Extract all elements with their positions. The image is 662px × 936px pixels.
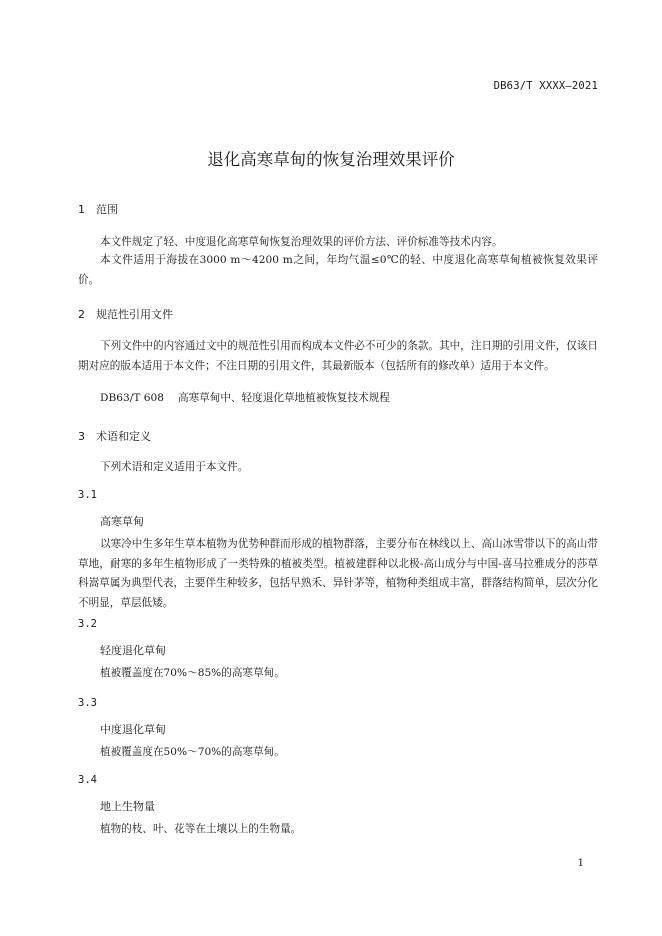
reference-title: 高寒草甸中、轻度退化草地植被恢复技术规程 <box>177 392 390 404</box>
term-3-1-definition: 以寒冷中生多年生草本植物为优势种群而形成的植物群落，主要分布在林线以上、高山冰雪带以下的高山带草地，耐寒的多年生植物形成了一类特殊的植被类型。植被建群种以北极-高山成分与中国-喜马拉雅成分的莎草科嵩草属为典型代表，主要伴生种较多，包括早熟禾、异针茅等，植物种类组成丰富，群落结构简单，层次分化不明显，草层低矮。 <box>78 538 598 609</box>
section-1-heading <box>78 201 118 217</box>
term-3-2-name: 轻度退化草甸 <box>100 644 166 657</box>
term-3-1-name: 高寒草甸 <box>100 515 144 528</box>
section-3-title: 术语和定义 <box>96 430 151 443</box>
document-title: 退化高寒草甸的恢复治理效果评价 <box>207 150 455 169</box>
document-code-header: DB63/T XXXX—2021 <box>493 80 598 92</box>
section-3-heading <box>78 428 151 444</box>
section-3-number: 3 <box>78 430 85 443</box>
section-2-number: 2 <box>78 308 85 321</box>
scope-paragraph-2: 本文件适用于海拔在3000 m～4200 m之间，年均气温≤0℃的轻、中度退化高寒草甸植被恢复效果评价。 <box>78 254 598 286</box>
reference-code: DB63/T 608 <box>100 392 164 404</box>
page-number: 1 <box>577 858 584 869</box>
term-3-3-definition: 植被覆盖度在50%～70%的高寒草甸。 <box>100 746 285 758</box>
term-3-2-definition: 植被覆盖度在70%～85%的高寒草甸。 <box>100 667 285 679</box>
term-3-4-name: 地上生物量 <box>100 800 155 813</box>
term-3-4-number: 3.4 <box>78 774 97 786</box>
section-2-title: 规范性引用文件 <box>96 308 173 321</box>
term-3-1-number: 3.1 <box>78 489 97 501</box>
term-3-4-definition: 植物的枝、叶、花等在土壤以上的生物量。 <box>100 823 302 835</box>
terms-intro: 下列术语和定义适用于本文件。 <box>100 461 249 473</box>
reference-entry <box>100 390 390 405</box>
term-3-3-number: 3.3 <box>78 697 97 709</box>
normative-references-paragraph: 下列文件中的内容通过文中的规范性引用而构成本文件必不可少的条款。其中，注日期的引用文件，仅该日期对应的版本适用于本文件；不注日期的引用文件，其最新版本（包括所有的修改单）适用于本文件。 <box>78 340 598 372</box>
term-3-2-number: 3.2 <box>78 618 97 630</box>
section-1-number: 1 <box>78 203 85 216</box>
term-3-3-name: 中度退化草甸 <box>100 723 166 736</box>
scope-paragraph-1: 本文件规定了轻、中度退化高寒草甸恢复治理效果的评价方法、评价标准等技术内容。 <box>100 236 503 248</box>
section-2-heading <box>78 306 173 322</box>
section-1-title: 范围 <box>96 203 118 216</box>
